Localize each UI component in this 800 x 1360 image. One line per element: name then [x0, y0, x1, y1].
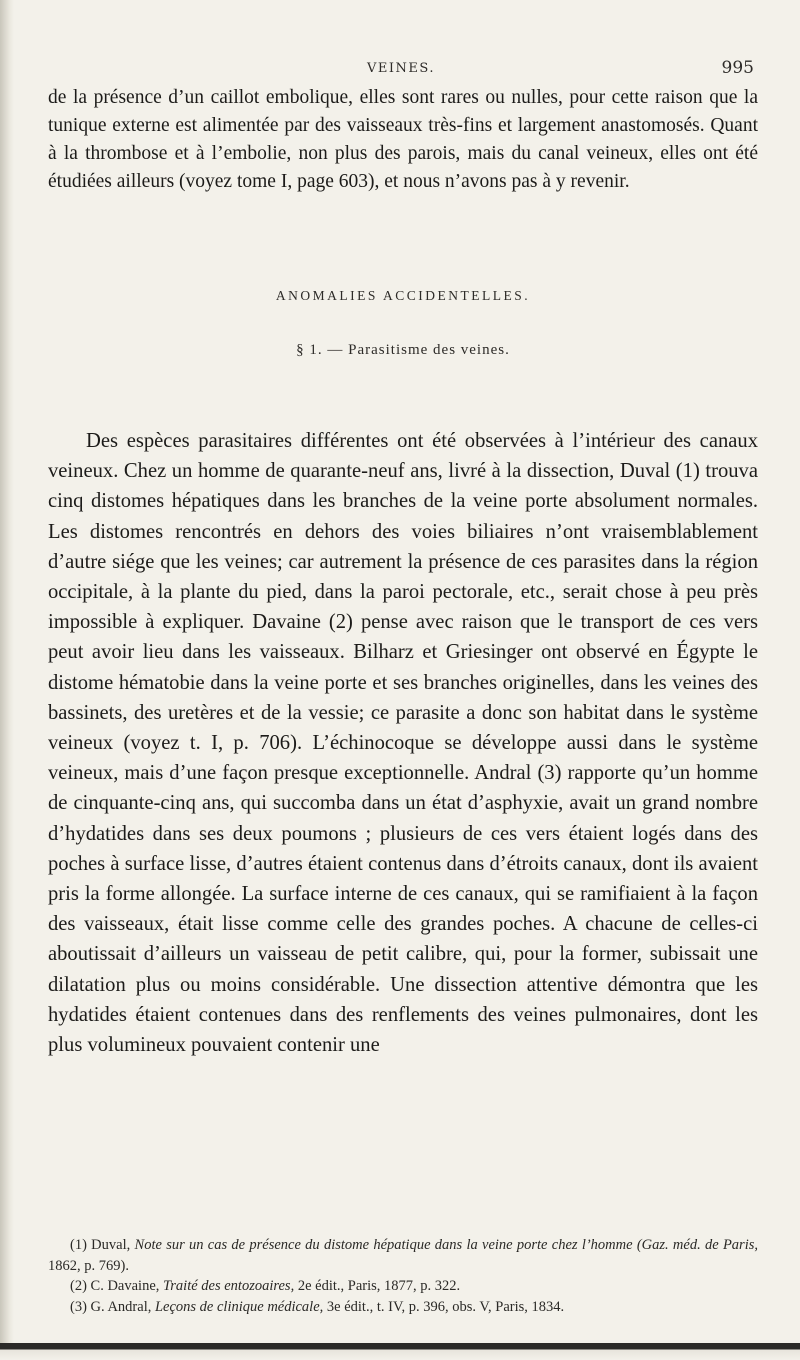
page-header: [48, 58, 754, 80]
page-number: 995: [721, 58, 754, 78]
footnote-1-details: 1862, p. 769).: [48, 1257, 129, 1274]
footnote-3-author: (3) G. Andral,: [70, 1298, 155, 1315]
footnote-1: [48, 1235, 758, 1276]
paragraph-2: Des espèces parasitaires différentes ont été observées à l’intérieur des canaux veineux. Chez un homme de quarante-neuf ans, livré à la dissection, Duval (1) trouva cinq distomes hépatiques dans les branches de la veine porte absolument normales. Les distomes rencontrés en dehors des voies biliaires n’ont vraisemblablement d’autre siége que les veines; car autrement la présence de ces parasites dans la région occipitale, à la plante du pied, dans la paroi pectorale, etc., serait chose à peu près impossible à expliquer. Davaine (2) pense avec raison que le transport de ces vers peut avoir lieu dans les vaisseaux. Bilharz et Griesinger ont observé en Égypte le distome hématobie dans la veine porte et ses branches originelles, dans les veines des bassinets, des uretères et de la vessie; ce parasite a donc son habitat dans le système veineux (voyez t. I, p. 706). L’échinocoque se développe aussi dans le système veineux, mais d’une façon presque exceptionnelle. Andral (3) rapporte qu’un homme de cinquante-cinq ans, qui succomba dans un état d’asphyxie, avait un grand nombre d’hydatides dans ses deux poumons ; plusieurs de ces vers étaient logés dans des poches à surface lisse, d’autres étaient contenus dans d’étroits canaux, dont ils avaient pris la forme allongée. La surface interne de ces canaux, qui se ramifiaient à la façon des vaisseaux, était lisse comme celle des grandes poches. A chacune de celles-ci aboutissait d’ailleurs un vaisseau de petit calibre, qui, pour la former, subissait une dilatation plus ou moins considérable. Une dissection attentive démontra que les hydatides étaient contenues dans des renflements des veines pulmonaires, dont les plus volumineux pouvaient contenir une: [48, 430, 758, 1057]
paragraph-1: de la présence d’un caillot embolique, elles sont rares ou nulles, pour cette raison que la tunique externe est alimentée par des vaisseaux très-fins et largement anastomosés. Quant à la thrombose et à l’embolie, non plus des parois, mais du canal veineux, elles ont été étudiées ailleurs (voyez tome I, page 603), et nous n’avons pas à y revenir.: [48, 87, 758, 192]
footnote-2-details: 2e édit., Paris, 1877, p. 322.: [294, 1278, 461, 1294]
page-left-edge-shadow: [0, 0, 14, 1360]
footnote-1-author: (1) Duval,: [70, 1237, 135, 1253]
footnote-3: [48, 1297, 758, 1318]
subsection-heading: § 1. — Parasitisme des veines.: [296, 342, 510, 358]
running-title: VEINES.: [367, 61, 435, 76]
footnote-3-title: Leçons de clinique médicale,: [154, 1298, 324, 1315]
footnote-2: [48, 1276, 758, 1297]
footnote-2-author: (2) C. Davaine,: [70, 1278, 164, 1294]
footnote-1-title: Note sur un cas de présence du distome hépatique dans la veine porte chez l’homme (Gaz. méd. de Paris,: [134, 1237, 758, 1253]
footnote-2-title: Traité des entozoaires,: [163, 1278, 295, 1294]
footnote-3-details: 3e édit., t. IV, p. 396, obs. V, Paris, 1834.: [323, 1298, 565, 1315]
section-heading: ANOMALIES ACCIDENTELLES.: [275, 288, 531, 303]
page-bottom-edge: [0, 1343, 800, 1360]
footnotes: [48, 1235, 758, 1317]
